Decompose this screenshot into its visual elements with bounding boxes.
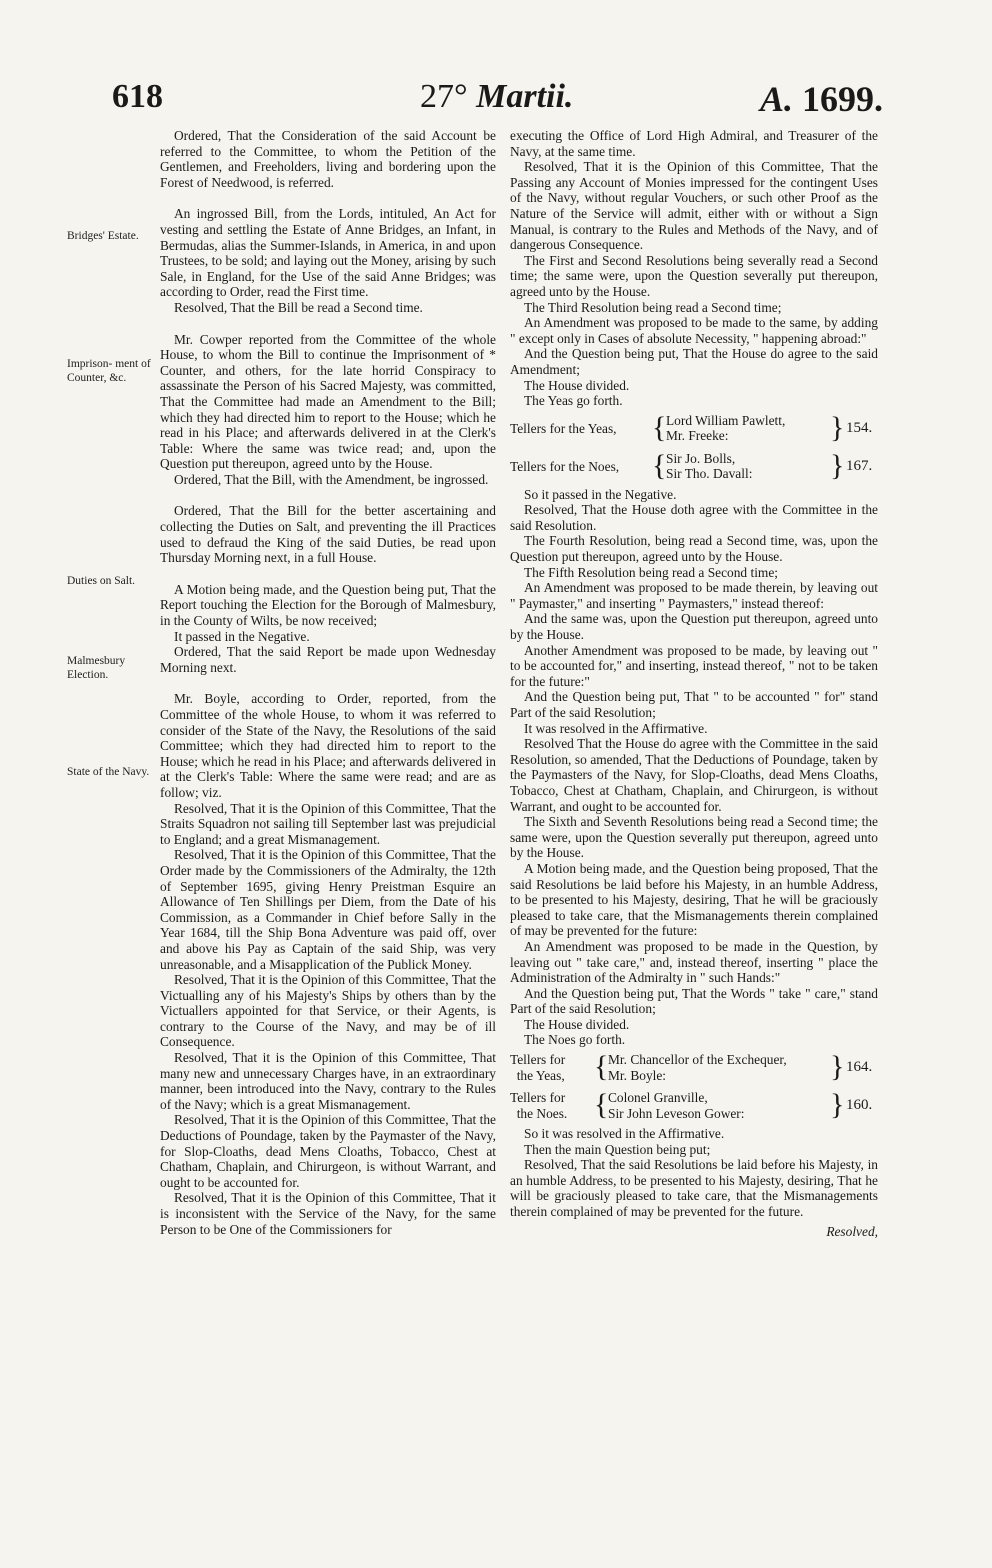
tellers-label-line: Tellers for: [510, 1090, 566, 1106]
right-paragraph: The Sixth and Seventh Resolutions being read a Second time; the same were, upon the Question severally put thereupon, agreed unto by the House.: [510, 814, 878, 861]
tellers-label: [510, 1090, 567, 1121]
tellers-label-line: the Noes.: [516, 1105, 568, 1121]
year-prefix: A.: [760, 79, 794, 119]
left-paragraph: Resolved, That it is the Opinion of this Committee, That the Order made by the Commissioners of the Admiralty, the 12th of September 1695, giving Henry Preistman Esquire an Allowance of Ten Shillings per Diem, from the Date of his Commission, as a Commander in Chief before Sally in the Year 1684, till the Ship Bona Adventure was paid off, over and above his Pay as Captain of the said Ship, was very unreasonable, and a Misapplication of the Publick Money.: [160, 847, 496, 972]
margin-note-navy: State of the Navy.: [67, 766, 150, 778]
teller-name: Sir John Leveson Gower:: [608, 1105, 745, 1121]
right-paragraph: Resolved That the House do agree with the Committee in the said Resolution, so amended, That the Deductions of Poundage, taken by the Paymasters of the Navy, for Slop-Cloaths, dead Mens Cloaths, Tobacco, Chest at Chatham, Chaplain, and Chirurgeon, is without Warrant, and ought to be accounted for.: [510, 736, 878, 814]
left-paragraph: Resolved, That it is the Opinion of this Committee, That it is inconsistent with the Service of the Navy, for the same Person to be One of the Commissioners for: [160, 1190, 496, 1237]
page-header: [0, 78, 992, 128]
right-paragraph: And the Question being put, That the Words " take " care," stand Part of the said Resolution;: [510, 985, 878, 1017]
left-paragraph: Ordered, That the Bill, with the Amendment, be ingrossed.: [174, 471, 489, 487]
right-brace: }: [830, 1050, 845, 1084]
teller-names: [666, 413, 785, 444]
right-paragraph: The Third Resolution being read a Second time;: [524, 299, 782, 315]
right-paragraph: And the Question being put, That " to be accounted " for" stand Part of the said Resolution;: [510, 689, 878, 720]
left-paragraph: Mr. Boyle, according to Order, reported, from the Committee of the whole House, to whom it was referred to consider of the State of the Navy, the Resolutions of the said Committee; which they had directed him to report to the House; which he read in his Place; and afterwards delivered in at the Clerk's Table: Where the same were read; and are as follow; viz.: [160, 691, 496, 800]
right-paragraph: Resolved, That the House doth agree with the Committee in the said Resolution.: [510, 502, 878, 533]
right-paragraph: Another Amendment was proposed to be made, by leaving out " to be accounted for," and inserting, instead thereof, " not to be taken for the future:": [510, 642, 878, 689]
teller-names: [608, 1052, 787, 1083]
date-month: Martii.: [476, 78, 574, 115]
right-column: [510, 128, 878, 1242]
left-brace: {: [652, 448, 667, 482]
right-paragraph: executing the Office of Lord High Admiral, and Treasurer of the Navy, at the same time.: [510, 128, 878, 159]
margin-note-salt: Duties on Salt.: [67, 575, 136, 587]
tellers-label-line: the Yeas,: [516, 1067, 565, 1083]
left-brace: {: [652, 410, 667, 444]
page-year: [760, 78, 883, 120]
page-number: 618: [112, 78, 163, 115]
teller-name: Mr. Chancellor of the Exchequer,: [608, 1052, 787, 1068]
teller-name: Mr. Freeke:: [666, 428, 729, 444]
tellers-label: Tellers for the Noes,: [510, 458, 620, 474]
right-paragraph: An Amendment was proposed to be made therein, by leaving out " Paymaster," and inserting " Paymasters," instead thereof:: [510, 580, 878, 611]
right-brace: }: [830, 448, 845, 482]
right-paragraph: An Amendment was proposed to be made in the Question, by leaving out " take care," and, instead thereof, inserting " place the Administration of the Admiralty in " such Hands:": [510, 938, 878, 986]
right-paragraph: Then the main Question being put;: [524, 1141, 711, 1157]
teller-name: Colonel Granville,: [608, 1090, 708, 1106]
year-value: 1699.: [802, 79, 884, 119]
teller-name: Sir Jo. Bolls,: [666, 450, 736, 466]
right-paragraph: The First and Second Resolutions being severally read a Second time; the same were, upon the Question severally put thereupon, agreed unto by the House.: [510, 252, 878, 299]
left-brace: {: [594, 1050, 609, 1084]
right-paragraph: So it was resolved in the Affirmative.: [524, 1126, 725, 1142]
teller-count: 160.: [846, 1097, 873, 1114]
right-brace: }: [830, 1088, 845, 1122]
right-paragraph: The Fourth Resolution, being read a Second time, was, upon the Question put thereupon, agreed unto by the House.: [510, 533, 878, 565]
left-paragraph: It passed in the Negative.: [174, 628, 310, 644]
left-paragraph: An ingrossed Bill, from the Lords, intituled, An Act for vesting and settling the Estate of Anne Bridges, an Infant, in Bermudas, alias the Summer-Islands, in America, in and upon Trustees, to be sold; and laying out the Money, arising by such Sale, in England, for the Use of the said Anne Bridges; was according to Order, read the First time.: [160, 206, 496, 300]
left-paragraph: Resolved, That it is the Opinion of this Committee, That many new and unnecessary Charges have, in an extraordinary manner, been introduced into the Navy, contrary to the Rules of the Navy; which is a great Mismanagement.: [160, 1050, 496, 1112]
teller-name: Lord William Pawlett,: [666, 412, 786, 428]
right-paragraph: And the same was, upon the Question put thereupon, agreed unto by the House.: [510, 611, 878, 643]
left-paragraph: Ordered, That the Bill for the better ascertaining and collecting the Duties on Salt, and preventing the ill Practices used to defraud the King of the said Duties, be read upon Thursday Morning next, in a full House.: [160, 503, 496, 566]
left-paragraph: Resolved, That it is the Opinion of this Committee, That the Victualling any of his Majesty's Ships by others than by the Victuallers appointed for that Service, or their Agents, is contrary to the Course of the Navy, and may be of ill Consequence.: [160, 972, 496, 1050]
tellers-yeas-1: [510, 410, 878, 447]
right-paragraph: So it passed in the Negative.: [524, 486, 677, 502]
right-paragraph: And the Question being put, That the House do agree to the said Amendment;: [510, 346, 878, 377]
right-paragraph: Resolved, That the said Resolutions be laid before his Majesty, in an humble Address, to be presented to his Majesty, desiring, That he will be graciously pleased to take care, that the Mismanagements therein complained of may be prevented for the future.: [510, 1157, 878, 1220]
catchword-row: [510, 1220, 878, 1242]
date-day: 27°: [420, 78, 468, 115]
teller-count: 167.: [846, 457, 873, 474]
catchword: Resolved,: [826, 1223, 878, 1239]
tellers-label: [510, 1052, 565, 1083]
tellers-label: Tellers for the Yeas,: [510, 420, 617, 436]
margin-note-imprisonment: Imprison- ment of Counter, &c.: [67, 358, 151, 384]
teller-names: [666, 451, 752, 482]
left-column: [160, 128, 496, 1237]
teller-count: 164.: [846, 1059, 873, 1076]
page-date: [420, 78, 573, 116]
left-paragraph: Resolved, That it is the Opinion of this Committee, That the Deductions of Poundage, taken by the Paymaster of the Navy, for Slop-Cloaths, dead Mens Cloaths, Tobacco, Chest at Chatham, Chaplain, and Chirurgeon, is without Warrant, and ought to be accounted for.: [160, 1112, 496, 1190]
right-brace: }: [830, 410, 845, 444]
right-paragraph: The Fifth Resolution being read a Second time;: [524, 564, 778, 580]
left-paragraph: Ordered, That the Consideration of the said Account be referred to the Committee, to whom the Petition of the Gentlemen, and Freeholders, living and bordering upon the Forest of Needwood, is referred.: [160, 128, 496, 190]
left-brace: {: [594, 1088, 609, 1122]
tellers-noes-2: [510, 1090, 878, 1124]
tellers-label-line: Tellers for: [510, 1052, 566, 1068]
margin-note-malmesbury: Malmesbury Election.: [67, 655, 126, 681]
right-paragraph: An Amendment was proposed to be made to the same, by adding " except only in Cases of absolute Necessity, " happening abroad:": [510, 315, 878, 346]
right-paragraph: It was resolved in the Affirmative.: [524, 720, 708, 736]
left-paragraph: Ordered, That the said Report be made upon Wednesday Morning next.: [160, 644, 496, 675]
left-paragraph: Mr. Cowper reported from the Committee of the whole House, to whom the Bill to continue the Imprisonment of * Counter, and others, for the late horrid Conspiracy to assassinate the Person of his Sacred Majesty, was committed, That the Committee had made an Amendment to the Bill; which they had directed him to report to the House; which he read in his Place; and afterwards delivered in at the Clerk's Table: Where the same was twice read; and, upon the Question put thereupon, agreed unto by the House.: [160, 331, 496, 472]
left-paragraph: A Motion being made, and the Question being put, That the Report touching the Election for the Borough of Malmesbury, in the County of Wilts, be now received;: [160, 581, 496, 629]
right-paragraph: The Noes go forth.: [524, 1032, 626, 1048]
left-paragraph: Resolved, That it is the Opinion of this Committee, That the Straits Squadron not sailing till September last was prejudicial to England; and a great Mismanagement.: [160, 800, 496, 847]
right-paragraph: A Motion being made, and the Question being proposed, That the said Resolutions be laid before his Majesty, in an humble Address, to be presented to his Majesty, desiring, That he will be graciously pleased to take care, that the Mismanagements therein complained of may be prevented for the future:: [510, 860, 878, 939]
teller-name: Sir Tho. Davall:: [666, 466, 753, 482]
tellers-noes-1: [510, 448, 878, 485]
tellers-yeas-2: [510, 1052, 878, 1086]
margin-note-bridges: Bridges' Estate.: [67, 230, 139, 242]
teller-name: Mr. Boyle:: [608, 1067, 667, 1083]
right-paragraph: The House divided.: [524, 1016, 630, 1032]
right-paragraph: The House divided.: [524, 377, 630, 393]
teller-names: [608, 1090, 745, 1121]
right-paragraph: Resolved, That it is the Opinion of this Committee, That the Passing any Account of Monies impressed for the contingent Uses of the Navy, without regular Vouchers, or such other Proof as the Nature of the Service will admit, either with or without a Sign Manual, is contrary to the Rules and Methods of the Navy, and of dangerous Consequence.: [510, 159, 878, 253]
left-paragraph: Resolved, That the Bill be read a Second time.: [174, 299, 423, 315]
right-paragraph: The Yeas go forth.: [524, 393, 623, 409]
teller-count: 154.: [846, 419, 873, 436]
